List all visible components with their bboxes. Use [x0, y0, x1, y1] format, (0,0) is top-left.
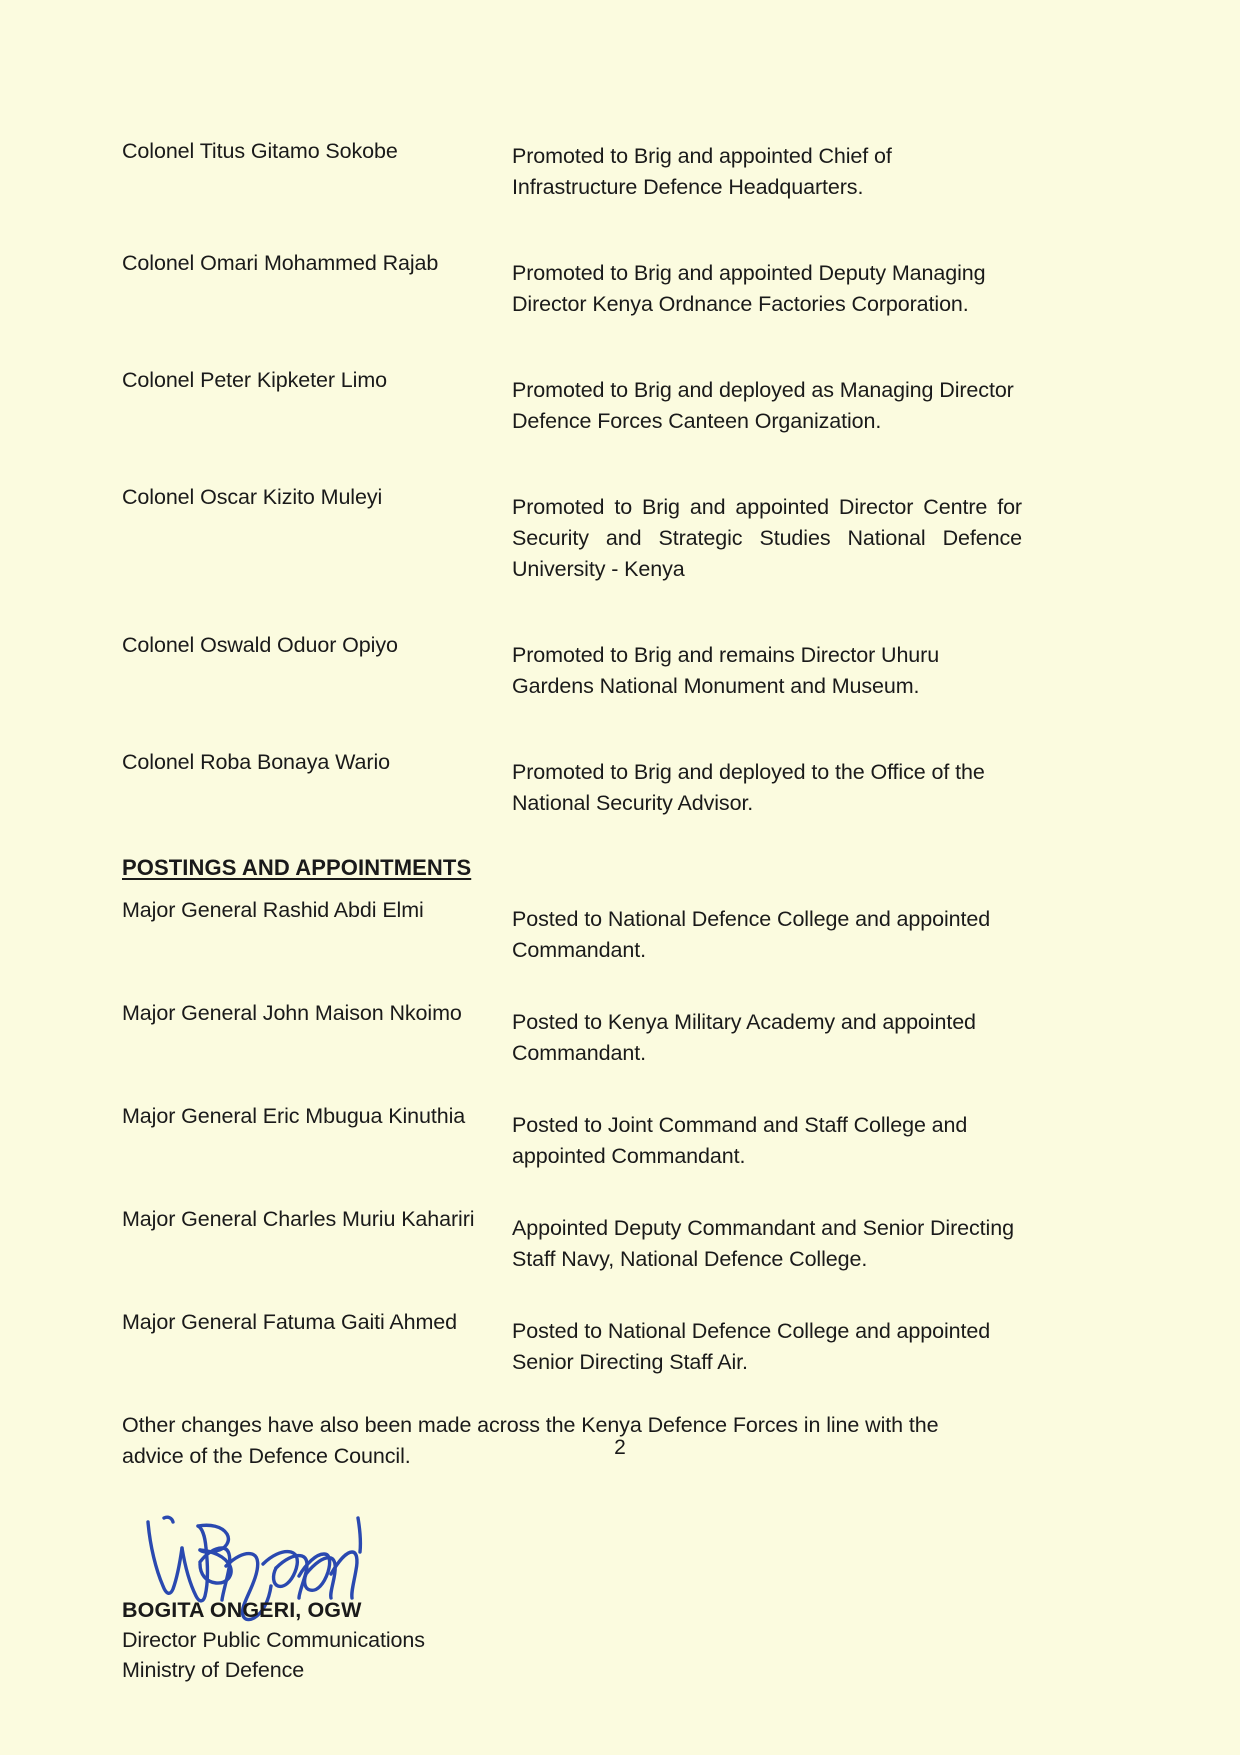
promotion-row	[122, 132, 1022, 203]
officer-name: Major General Fatuma Gaiti Ahmed	[122, 1310, 457, 1334]
officer-appointment: Appointed Deputy Commandant and Senior Directing Staff Navy, National Defence College.	[512, 1216, 1014, 1271]
officer-name: Major General Charles Muriu Kahariri	[122, 1207, 475, 1231]
posting-row	[122, 1307, 1022, 1378]
officer-appointment: Promoted to Brig and deployed as Managing Director Defence Forces Canteen Organization.	[512, 378, 1014, 433]
officer-name: Colonel Oscar Kizito Muleyi	[122, 485, 383, 509]
officer-name: Colonel Oswald Oduor Opiyo	[122, 633, 398, 657]
officer-appointment: Posted to Kenya Military Academy and appointed Commandant.	[512, 1010, 976, 1065]
officer-appointment: Posted to Joint Command and Staff College and appointed Commandant.	[512, 1113, 968, 1168]
promotion-row	[122, 239, 1022, 320]
posting-row	[122, 1204, 1022, 1275]
signer-name: BOGITA ONGERI, OGW	[122, 1598, 362, 1622]
posting-row	[122, 998, 1022, 1069]
page-number: 2	[614, 1436, 626, 1459]
promotion-row	[122, 356, 1022, 437]
officer-appointment: Promoted to Brig and appointed Director Centre for Security and Strategic Studies National Defence University - Kenya	[512, 495, 1022, 581]
posting-row	[122, 1101, 1022, 1172]
signature-block	[122, 1510, 1022, 1680]
officer-appointment: Promoted to Brig and appointed Chief of Infrastructure Defence Headquarters.	[512, 144, 892, 199]
officer-name: Major General Eric Mbugua Kinuthia	[122, 1104, 466, 1128]
officer-appointment: Promoted to Brig and deployed to the Office of the National Security Advisor.	[512, 760, 985, 815]
promotion-row	[122, 738, 1022, 819]
signer-organization: Ministry of Defence	[122, 1658, 305, 1682]
posting-row	[122, 895, 1022, 966]
officer-name: Colonel Omari Mohammed Rajab	[122, 251, 439, 275]
signer-title: Director Public Communications	[122, 1628, 425, 1652]
officer-name: Colonel Peter Kipketer Limo	[122, 368, 387, 392]
officer-appointment: Promoted to Brig and appointed Deputy Managing Director Kenya Ordnance Factories Corporation.	[512, 261, 986, 316]
promotion-row	[122, 473, 1022, 585]
closing-paragraph: Other changes have also been made across the Kenya Defence Forces in line with the advice of the Defence Council.	[122, 1413, 939, 1468]
officer-name: Major General Rashid Abdi Elmi	[122, 898, 424, 922]
officer-name: Major General John Maison Nkoimo	[122, 1001, 462, 1025]
postings-section-heading: POSTINGS AND APPOINTMENTS	[122, 855, 472, 880]
officer-appointment: Promoted to Brig and remains Director Uhuru Gardens National Monument and Museum.	[512, 643, 940, 698]
officer-name: Colonel Titus Gitamo Sokobe	[122, 139, 398, 163]
officer-appointment: Posted to National Defence College and appointed Commandant.	[512, 907, 991, 962]
officer-name: Colonel Roba Bonaya Wario	[122, 750, 390, 774]
promotion-row	[122, 621, 1022, 702]
officer-appointment: Posted to National Defence College and appointed Senior Directing Staff Air.	[512, 1319, 991, 1374]
